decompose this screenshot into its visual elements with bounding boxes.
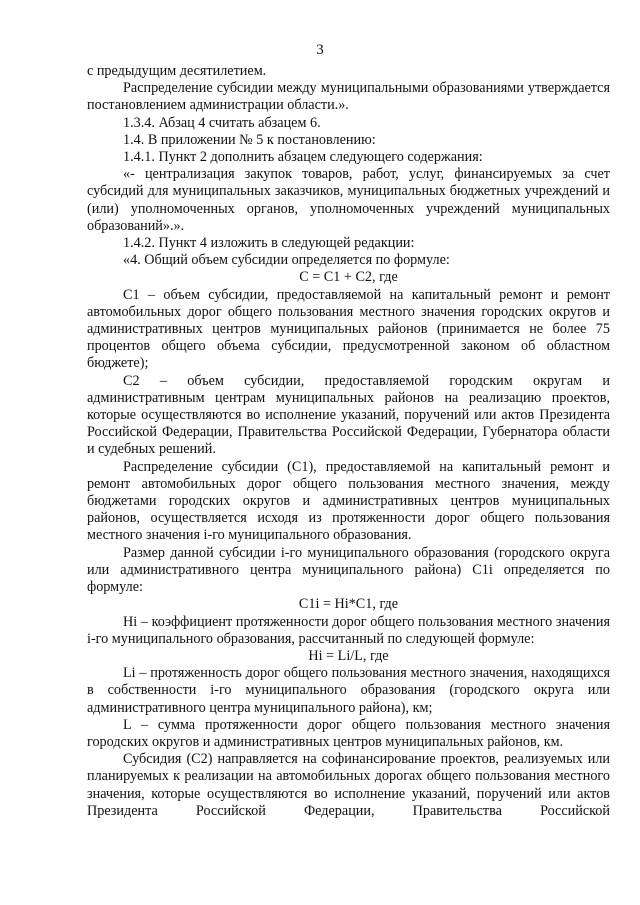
formula: Hi = Li/L, где — [308, 647, 389, 664]
paragraph: «4. Общий объем субсидии определяется по формуле: — [123, 252, 450, 269]
paragraph: Распределение субсидии (С1), предоставляемой на капитальный ремонт и ремонт автомобильных дорог общего пользования местного значения, между бюджетами городских округов и административных центров муниципальных районов, осуществляется исходя из протяженности дорог общего пользования местного значения i-го муниципального образования. — [87, 458, 610, 544]
paragraph: «- централизация закупок товаров, работ, услуг, финансируемых за счет субсидий для муниципальных заказчиков, муниципальных бюджетных учреждений и (или) уполномоченных органов, уполномоченных учреждений муниципальных образований».». — [87, 166, 610, 234]
document-body — [87, 63, 610, 820]
formula: С = С1 + С2, где — [299, 269, 398, 286]
paragraph: Размер данной субсидии i-го муниципального образования (городского округа или административного центра муниципального района) С1i определяется по формуле: — [87, 544, 610, 596]
paragraph: Hi – коэффициент протяженности дорог общего пользования местного значения i-го муниципального образования, рассчитанный по следующей формуле: — [87, 613, 610, 647]
paragraph: Li – протяженность дорог общего пользования местного значения, находящихся в собственности i-го муниципального образования (городского округа или административного центра муниципального района), км; — [87, 665, 610, 716]
paragraph: 1.4.1. Пункт 2 дополнить абзацем следующего содержания: — [123, 149, 483, 166]
paragraph: С1 – объем субсидии, предоставляемой на капитальный ремонт и ремонт автомобильных дорог общего пользования местного значения городских округов и административных центров муниципальных районов (принимается не более 75 процентов общего объема субсидии, предусмотренной законом об областном бюджете); — [87, 286, 610, 372]
paragraph: Распределение субсидии между муниципальными образованиями утверждается постановлением администрации области.». — [87, 80, 610, 114]
paragraph: 1.4. В приложении № 5 к постановлению: — [123, 131, 376, 148]
paragraph: 1.3.4. Абзац 4 считать абзацем 6. — [123, 114, 321, 131]
formula: С1i = Hi*C1, где — [298, 596, 399, 613]
paragraph: 1.4.2. Пункт 4 изложить в следующей редакции: — [123, 235, 415, 252]
paragraph: L – сумма протяженности дорог общего пользования местного значения городских округов и административных центров муниципальных районов, км. — [87, 716, 610, 750]
paragraph: Субсидия (С2) направляется на софинансирование проектов, реализуемых или планируемых к реализации на автомобильных дорогах общего пользования местного значения, которые осуществляются во исполнение указаний, поручений или актов Президента Российской Федерации, Правительства Российской — [87, 751, 610, 819]
paragraph: С2 – объем субсидии, предоставляемой городским округам и административным центрам муниципальных районов на реализацию проектов, которые осуществляются во исполнение указаний, поручений или актов Президента Российской Федерации, Правительства Российской Федерации, Губернатора области и судебных решений. — [87, 372, 610, 458]
page-number: 3 — [316, 42, 324, 58]
paragraph: с предыдущим десятилетием. — [87, 63, 267, 79]
